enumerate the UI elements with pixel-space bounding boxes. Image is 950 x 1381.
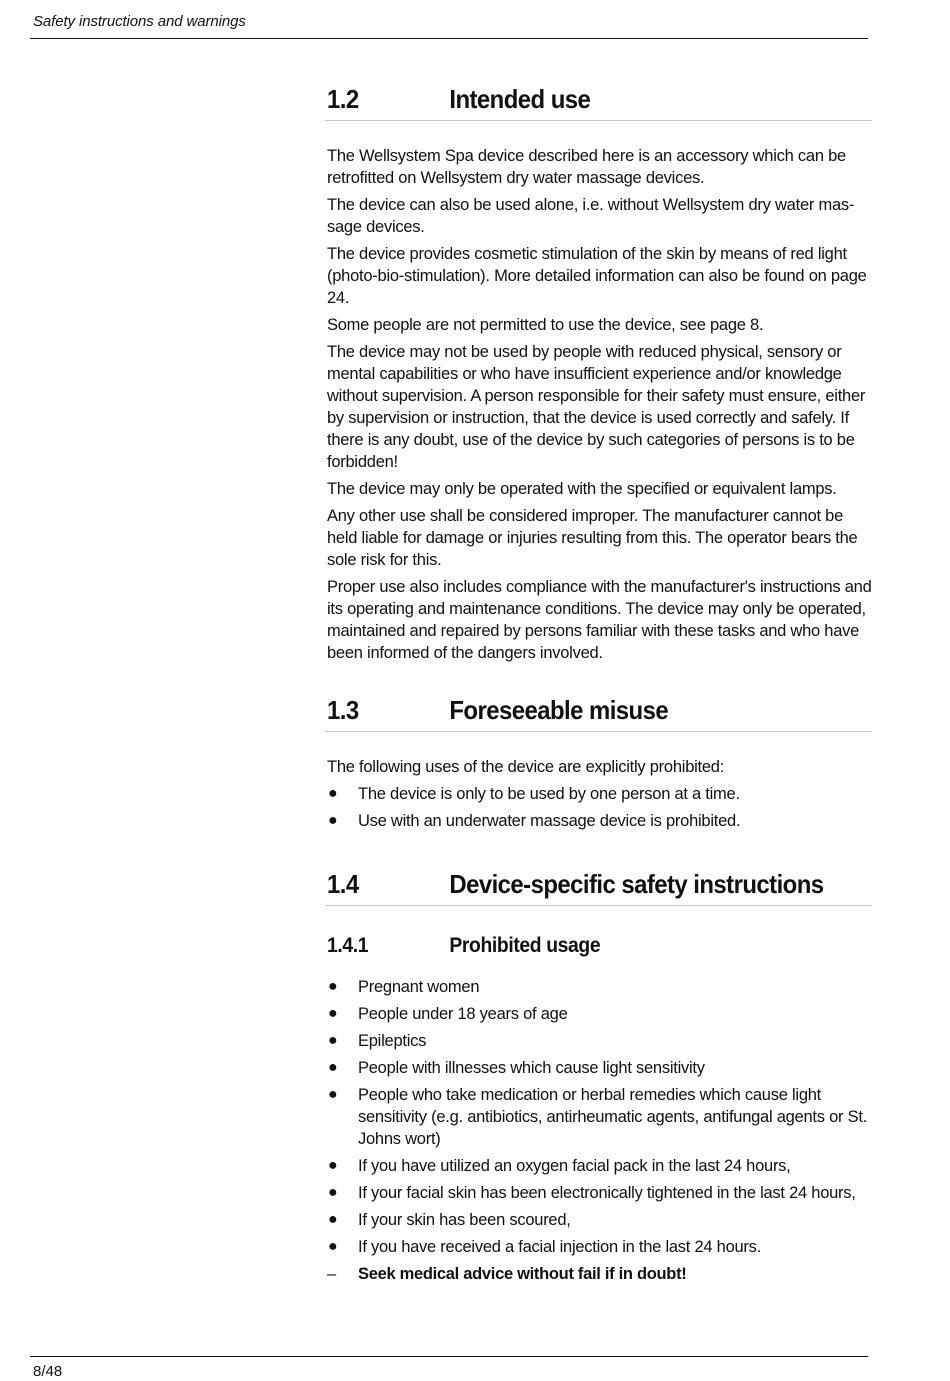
list-item: ● Use with an underwater massage device is prohibited. (328, 812, 741, 830)
bullet-icon: ● (328, 1184, 338, 1201)
subsection-heading (327, 933, 828, 959)
dash-icon: – (327, 1265, 336, 1283)
bullet-list (327, 976, 872, 1258)
bullet-icon: ● (328, 1005, 338, 1022)
section-intended-use (327, 84, 872, 669)
section-body (327, 145, 872, 664)
paragraph: Proper use also includes compliance with the manufacturer's instructions and its operating and maintenance conditions. The device may only be operated, maintained and repaired by persons familiar with these tasks and who have been informed of the dangers involved. (327, 578, 872, 662)
bullet-icon: ● (328, 1086, 338, 1103)
section-heading (327, 695, 828, 725)
bullet-icon: ● (328, 1238, 338, 1255)
bullet-icon: ● (328, 785, 338, 802)
paragraph: Some people are not permitted to use the device, see page 8. (327, 316, 764, 334)
list-item: ● If your skin has been scoured, (328, 1211, 571, 1229)
page-number: 8/48 (33, 1363, 63, 1380)
subsection-number: 1.4.1 (327, 934, 369, 957)
list-item: ● People who take medication or herbal remedies which cause light sensitivity (e.g. antibiotics, antirheumatic agents, antifungal agents or St. Johns wort) (328, 1086, 868, 1148)
bullet-icon: ● (328, 812, 338, 829)
section-heading (327, 84, 828, 114)
bullet-icon: ● (328, 1059, 338, 1076)
list-item: ● If you have utilized an oxygen facial pack in the last 24 hours, (328, 1157, 791, 1175)
section-device-safety (327, 869, 872, 1285)
paragraph: The Wellsystem Spa device described here is an accessory which can be retrofitted on Wellsystem dry water massage devices. (327, 147, 846, 187)
list-item: ● People with illnesses which cause light sensitivity (328, 1059, 705, 1077)
section-number: 1.3 (327, 695, 359, 725)
warning-text: Seek medical advice without fail if in doubt! (358, 1265, 687, 1283)
list-item: ● Epileptics (328, 1032, 427, 1050)
bullet-icon: ● (328, 978, 338, 995)
section-heading (327, 869, 828, 899)
paragraph: The following uses of the device are explicitly prohibited: (327, 758, 725, 776)
bullet-icon: ● (328, 1032, 338, 1049)
subsection-title: Prohibited usage (449, 934, 601, 957)
section-number: 1.2 (327, 84, 359, 114)
list-item: ● People under 18 years of age (328, 1005, 568, 1023)
list-item: ● The device is only to be used by one person at a time. (328, 785, 740, 803)
bullet-icon: ● (328, 1157, 338, 1174)
section-title: Intended use (449, 84, 591, 114)
paragraph: The device can also be used alone, i.e. without Wellsystem dry water mas-sage devices. (327, 196, 855, 236)
paragraph: The device may only be operated with the specified or equivalent lamps. (327, 480, 837, 498)
section-divider (325, 731, 872, 732)
footer-divider (30, 1356, 868, 1357)
bullet-list (327, 783, 872, 832)
list-item: ● If your facial skin has been electronically tightened in the last 24 hours, (328, 1184, 856, 1202)
header-divider (30, 38, 868, 39)
section-title: Device-specific safety instructions (449, 869, 824, 899)
section-number: 1.4 (327, 869, 359, 899)
warning-note (327, 1263, 872, 1285)
section-body (327, 756, 872, 832)
section-foreseeable-misuse (327, 695, 872, 837)
section-divider (325, 905, 872, 906)
subsection-body (327, 976, 872, 1285)
list-item: ● Pregnant women (328, 978, 480, 996)
bullet-icon: ● (328, 1211, 338, 1228)
list-item: ● If you have received a facial injection in the last 24 hours. (328, 1238, 761, 1256)
section-divider (325, 120, 872, 121)
paragraph: The device provides cosmetic stimulation of the skin by means of red light (photo-bio-stimulation). More detailed information can also be found on page 24. (327, 245, 867, 307)
running-header: Safety instructions and warnings (33, 13, 246, 30)
paragraph: The device may not be used by people with reduced physical, sensory or mental capabilities or who have insufficient experience and/or knowledge without supervision. A person responsible for their safety must ensure, either by supervision or instruction, that the device is used correctly and safely. If there is any doubt, use of the device by such categories of persons is to be forbidden! (327, 343, 866, 471)
paragraph: Any other use shall be considered improper. The manufacturer cannot be held liable for damage or injuries resulting from this. The operator bears the sole risk for this. (327, 507, 858, 569)
section-title: Foreseeable misuse (449, 695, 669, 725)
